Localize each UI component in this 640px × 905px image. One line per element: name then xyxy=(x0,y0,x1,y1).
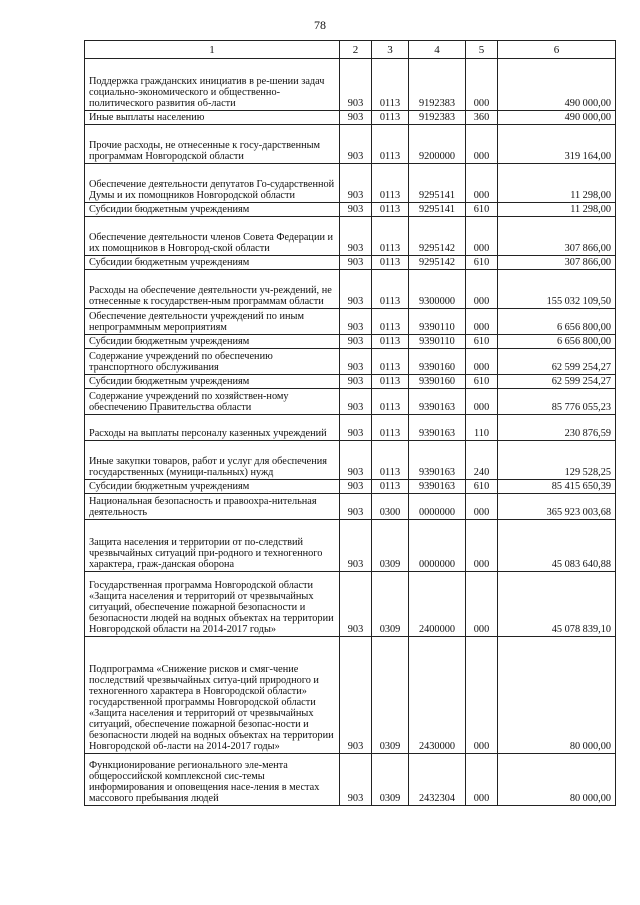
row-section-code: 0113 xyxy=(372,441,409,480)
row-amount: 80 000,00 xyxy=(498,637,616,754)
table-header-row xyxy=(85,41,616,59)
row-expense-type: 000 xyxy=(466,59,498,111)
row-article-code: 9390163 xyxy=(409,441,466,480)
row-expense-type: 000 xyxy=(466,637,498,754)
row-article-code: 9295141 xyxy=(409,164,466,203)
row-expense-type: 000 xyxy=(466,309,498,335)
column-header: 5 xyxy=(466,41,498,59)
row-description: Государственная программа Новгородской области «Защита населения и территорий от чрезвычайных ситуаций, обеспечение пожарной безопасности и безопасности людей на водных объектах на территории Новгородской области на 2014-2017 годы» xyxy=(85,572,340,637)
column-header: 3 xyxy=(372,41,409,59)
row-ministry-code: 903 xyxy=(340,309,372,335)
column-header: 6 xyxy=(498,41,616,59)
row-description: Защита населения и территории от по-следствий чрезвычайных ситуаций при-родного и техногенного характера, граж-данская оборона xyxy=(85,520,340,572)
row-section-code: 0113 xyxy=(372,270,409,309)
table-row xyxy=(85,754,616,806)
row-expense-type: 000 xyxy=(466,520,498,572)
row-ministry-code: 903 xyxy=(340,572,372,637)
table-row xyxy=(85,349,616,375)
table-row xyxy=(85,125,616,164)
row-amount: 62 599 254,27 xyxy=(498,375,616,389)
row-expense-type: 000 xyxy=(466,389,498,415)
row-article-code: 9295142 xyxy=(409,217,466,256)
row-description: Иные выплаты населению xyxy=(85,111,340,125)
table-row xyxy=(85,309,616,335)
row-amount: 85 776 055,23 xyxy=(498,389,616,415)
table-row xyxy=(85,111,616,125)
row-ministry-code: 903 xyxy=(340,217,372,256)
row-description: Обеспечение деятельности учреждений по иным непрограммным мероприятиям xyxy=(85,309,340,335)
row-description: Обеспечение деятельности членов Совета Федерации и их помощников в Новгород-ской области xyxy=(85,217,340,256)
page-number: 78 xyxy=(314,18,326,32)
row-ministry-code: 903 xyxy=(340,203,372,217)
row-ministry-code: 903 xyxy=(340,349,372,375)
row-section-code: 0113 xyxy=(372,389,409,415)
row-section-code: 0113 xyxy=(372,164,409,203)
row-ministry-code: 903 xyxy=(340,520,372,572)
row-article-code: 9192383 xyxy=(409,111,466,125)
row-section-code: 0113 xyxy=(372,349,409,375)
row-amount: 11 298,00 xyxy=(498,164,616,203)
row-article-code: 9200000 xyxy=(409,125,466,164)
table-body xyxy=(85,59,616,806)
table-row xyxy=(85,441,616,480)
row-amount: 307 866,00 xyxy=(498,256,616,270)
row-ministry-code: 903 xyxy=(340,441,372,480)
row-description: Содержание учреждений по обеспечению транспортного обслуживания xyxy=(85,349,340,375)
table-row xyxy=(85,335,616,349)
table-row xyxy=(85,637,616,754)
row-article-code: 9390163 xyxy=(409,415,466,441)
row-ministry-code: 903 xyxy=(340,494,372,520)
row-article-code: 9192383 xyxy=(409,59,466,111)
row-section-code: 0113 xyxy=(372,256,409,270)
row-section-code: 0113 xyxy=(372,111,409,125)
row-ministry-code: 903 xyxy=(340,125,372,164)
row-expense-type: 000 xyxy=(466,349,498,375)
row-amount: 62 599 254,27 xyxy=(498,349,616,375)
row-expense-type: 610 xyxy=(466,480,498,494)
row-article-code: 9390163 xyxy=(409,480,466,494)
table-row xyxy=(85,203,616,217)
row-section-code: 0300 xyxy=(372,494,409,520)
row-article-code: 9390160 xyxy=(409,349,466,375)
row-description: Расходы на выплаты персоналу казенных учреждений xyxy=(85,415,340,441)
row-amount: 11 298,00 xyxy=(498,203,616,217)
row-expense-type: 110 xyxy=(466,415,498,441)
row-description: Функционирование регионального эле-мента общероссийской комплексной сис-темы информирования и оповещения насе-ления в местах массового пребывания людей xyxy=(85,754,340,806)
row-section-code: 0113 xyxy=(372,335,409,349)
row-article-code: 9390163 xyxy=(409,389,466,415)
row-article-code: 9295141 xyxy=(409,203,466,217)
table-row xyxy=(85,494,616,520)
row-section-code: 0113 xyxy=(372,415,409,441)
row-ministry-code: 903 xyxy=(340,637,372,754)
column-header: 2 xyxy=(340,41,372,59)
row-ministry-code: 903 xyxy=(340,256,372,270)
row-ministry-code: 903 xyxy=(340,164,372,203)
row-expense-type: 610 xyxy=(466,335,498,349)
row-amount: 85 415 650,39 xyxy=(498,480,616,494)
row-amount: 80 000,00 xyxy=(498,754,616,806)
table-row xyxy=(85,164,616,203)
table-row xyxy=(85,270,616,309)
row-section-code: 0113 xyxy=(372,375,409,389)
row-amount: 45 083 640,88 xyxy=(498,520,616,572)
row-amount: 490 000,00 xyxy=(498,59,616,111)
row-article-code: 2432304 xyxy=(409,754,466,806)
row-description: Подпрограмма «Снижение рисков и смяг-чение последствий чрезвычайных ситуа-ций природного и техногенного характера в Новгородской области» государственной программы Новгородской области «Защита населения и территорий от чрезвычайных ситуаций, обеспечение пожарной безопас-ности и безопасности людей на водных объектах на территории Новгородской об-ласти на 2014-2017 годы» xyxy=(85,637,340,754)
row-amount: 230 876,59 xyxy=(498,415,616,441)
row-article-code: 9295142 xyxy=(409,256,466,270)
row-ministry-code: 903 xyxy=(340,389,372,415)
row-expense-type: 610 xyxy=(466,256,498,270)
table-row xyxy=(85,572,616,637)
row-amount: 129 528,25 xyxy=(498,441,616,480)
row-section-code: 0309 xyxy=(372,754,409,806)
row-article-code: 9390160 xyxy=(409,375,466,389)
row-description: Обеспечение деятельности депутатов Го-сударственной Думы и их помощников Новгородской области xyxy=(85,164,340,203)
row-description: Поддержка гражданских инициатив в ре-шении задач социально-экономического и общественно-политического развития об-ласти xyxy=(85,59,340,111)
row-section-code: 0113 xyxy=(372,217,409,256)
row-ministry-code: 903 xyxy=(340,754,372,806)
row-amount: 6 656 800,00 xyxy=(498,335,616,349)
row-ministry-code: 903 xyxy=(340,111,372,125)
row-amount: 319 164,00 xyxy=(498,125,616,164)
row-expense-type: 000 xyxy=(466,217,498,256)
row-expense-type: 360 xyxy=(466,111,498,125)
row-expense-type: 610 xyxy=(466,375,498,389)
table-row xyxy=(85,415,616,441)
row-amount: 6 656 800,00 xyxy=(498,309,616,335)
row-amount: 155 032 109,50 xyxy=(498,270,616,309)
row-description: Национальная безопасность и правоохра-нительная деятельность xyxy=(85,494,340,520)
row-ministry-code: 903 xyxy=(340,375,372,389)
table-row xyxy=(85,217,616,256)
row-section-code: 0113 xyxy=(372,203,409,217)
row-expense-type: 000 xyxy=(466,754,498,806)
row-amount: 490 000,00 xyxy=(498,111,616,125)
row-expense-type: 000 xyxy=(466,270,498,309)
row-description: Субсидии бюджетным учреждениям xyxy=(85,375,340,389)
row-section-code: 0309 xyxy=(372,520,409,572)
row-description: Расходы на обеспечение деятельности уч-реждений, не отнесенные к государствен-ным программам области xyxy=(85,270,340,309)
table-row xyxy=(85,256,616,270)
row-section-code: 0113 xyxy=(372,125,409,164)
budget-table xyxy=(84,40,616,806)
row-amount: 45 078 839,10 xyxy=(498,572,616,637)
table-row xyxy=(85,520,616,572)
row-article-code: 9390110 xyxy=(409,335,466,349)
row-description: Субсидии бюджетным учреждениям xyxy=(85,480,340,494)
table-row xyxy=(85,389,616,415)
row-section-code: 0113 xyxy=(372,480,409,494)
row-description: Субсидии бюджетным учреждениям xyxy=(85,335,340,349)
row-amount: 307 866,00 xyxy=(498,217,616,256)
row-article-code: 0000000 xyxy=(409,494,466,520)
table-row xyxy=(85,59,616,111)
row-expense-type: 000 xyxy=(466,572,498,637)
column-header: 4 xyxy=(409,41,466,59)
row-article-code: 0000000 xyxy=(409,520,466,572)
row-description: Иные закупки товаров, работ и услуг для обеспечения государственных (муници-пальных) нужд xyxy=(85,441,340,480)
row-description: Субсидии бюджетным учреждениям xyxy=(85,203,340,217)
row-description: Содержание учреждений по хозяйствен-ному обеспечению Правительства области xyxy=(85,389,340,415)
row-ministry-code: 903 xyxy=(340,270,372,309)
row-expense-type: 000 xyxy=(466,494,498,520)
column-header: 1 xyxy=(85,41,340,59)
row-article-code: 2430000 xyxy=(409,637,466,754)
row-section-code: 0113 xyxy=(372,309,409,335)
table-row xyxy=(85,480,616,494)
row-ministry-code: 903 xyxy=(340,480,372,494)
row-ministry-code: 903 xyxy=(340,59,372,111)
row-article-code: 9300000 xyxy=(409,270,466,309)
row-section-code: 0309 xyxy=(372,572,409,637)
table-row xyxy=(85,375,616,389)
row-description: Прочие расходы, не отнесенные к госу-дарственным программам Новгородской области xyxy=(85,125,340,164)
row-expense-type: 000 xyxy=(466,125,498,164)
row-section-code: 0309 xyxy=(372,637,409,754)
row-expense-type: 240 xyxy=(466,441,498,480)
row-section-code: 0113 xyxy=(372,59,409,111)
row-ministry-code: 903 xyxy=(340,415,372,441)
row-article-code: 2400000 xyxy=(409,572,466,637)
row-ministry-code: 903 xyxy=(340,335,372,349)
row-expense-type: 000 xyxy=(466,164,498,203)
row-expense-type: 610 xyxy=(466,203,498,217)
row-amount: 365 923 003,68 xyxy=(498,494,616,520)
row-description: Субсидии бюджетным учреждениям xyxy=(85,256,340,270)
row-article-code: 9390110 xyxy=(409,309,466,335)
